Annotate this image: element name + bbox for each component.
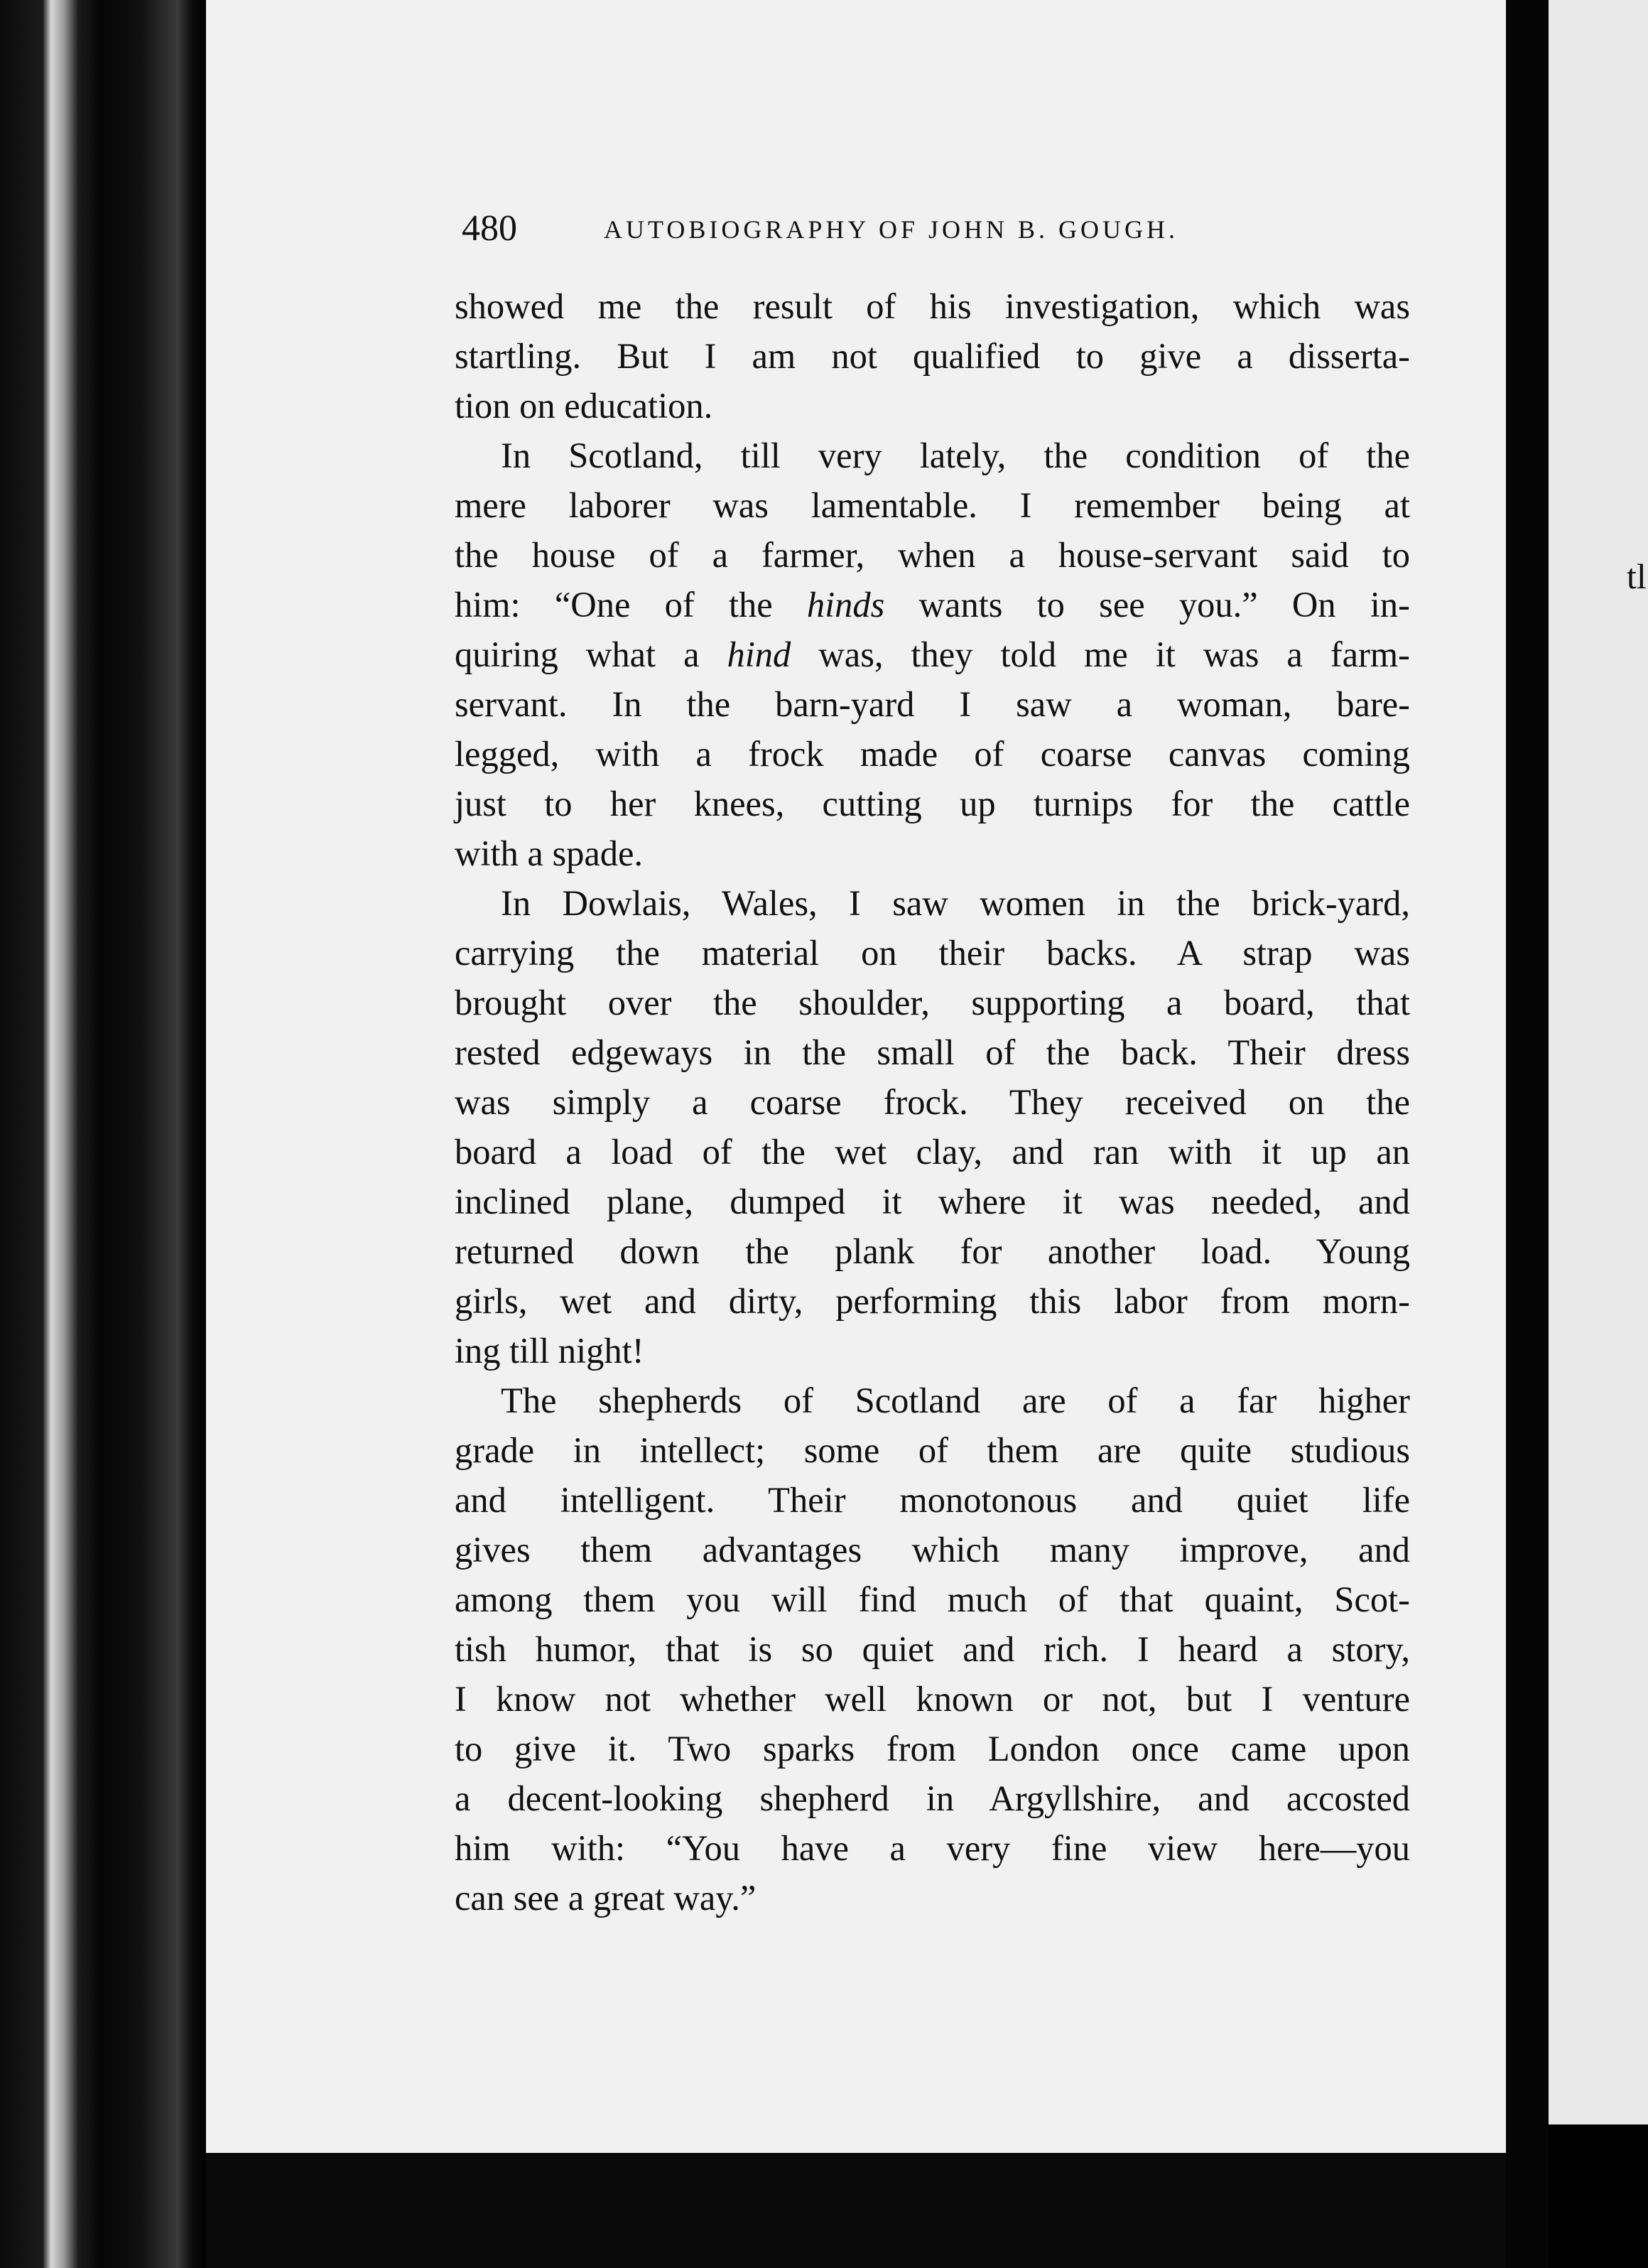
text-line: was simply a coarse frock. They received on the	[455, 1082, 1410, 1122]
text-line: tish humor, that is so quiet and rich. I heard a story,	[455, 1629, 1410, 1669]
text-line: grade in intellect; some of them are quite studious	[455, 1430, 1410, 1470]
text-line: ing till night!	[455, 1331, 644, 1371]
page-header	[462, 207, 1406, 250]
text-line: to give it. Two sparks from London once came upon	[455, 1729, 1410, 1768]
text-line: and intelligent. Their monotonous and quiet life	[455, 1480, 1410, 1520]
facing-page-edge	[1549, 0, 1648, 2124]
text-line: rested edgeways in the small of the back. Their dress	[455, 1032, 1410, 1072]
text-line: mere laborer was lamentable. I remember being at	[455, 485, 1410, 525]
text-line: brought over the shoulder, supporting a board, that	[455, 983, 1410, 1022]
text-line: just to her knees, cutting up turnips for the cattle	[455, 784, 1410, 824]
body-text	[455, 281, 1410, 1923]
text-line: him with: “You have a very fine view here—you	[455, 1828, 1410, 1868]
text-line: among them you will find much of that quaint, Scot-	[455, 1580, 1410, 1619]
text-line: startling. But I am not qualified to give a disserta-	[455, 336, 1410, 376]
text-line: tion on education.	[455, 386, 713, 426]
page-bottom-shadow	[206, 2153, 1506, 2268]
text-line: returned down the plank for another load. Young	[455, 1231, 1410, 1271]
paragraph	[455, 431, 1410, 878]
page-gutter	[1506, 0, 1549, 2268]
text-line: board a load of the wet clay, and ran with it up an	[455, 1132, 1410, 1172]
facing-page-text-fragment: tl	[1627, 556, 1647, 596]
running-head: AUTOBIOGRAPHY OF JOHN B. GOUGH.	[604, 215, 1179, 244]
text-line: I know not whether well known or not, but I venture	[455, 1679, 1410, 1719]
text-line: gives them advantages which many improve, and	[455, 1530, 1410, 1570]
text-line: can see a great way.”	[455, 1878, 757, 1918]
text-line: a decent-looking shepherd in Argyllshire, and accosted	[455, 1778, 1410, 1818]
text-line: legged, with a frock made of coarse canvas coming	[455, 734, 1410, 774]
text-line: inclined plane, dumped it where it was needed, and	[455, 1182, 1410, 1221]
text-line: him: “One of the hinds wants to see you.” On in-	[455, 585, 1410, 625]
text-line: In Dowlais, Wales, I saw women in the brick-yard,	[501, 883, 1410, 923]
text-line: carrying the material on their backs. A strap was	[455, 933, 1410, 973]
text-line: showed me the result of his investigation, which was	[455, 286, 1410, 326]
text-line: with a spade.	[455, 833, 644, 873]
book-binding-edge	[0, 0, 206, 2268]
text-line: quiring what a hind was, they told me it was a farm-	[455, 634, 1410, 674]
text-line: servant. In the barn-yard I saw a woman, bare-	[455, 684, 1410, 724]
paragraph	[455, 281, 1410, 431]
text-line: In Scotland, till very lately, the condition of the	[501, 436, 1410, 475]
page-number: 480	[462, 208, 517, 249]
paragraph	[455, 1376, 1410, 1923]
text-line: The shepherds of Scotland are of a far higher	[501, 1381, 1410, 1420]
text-line: the house of a farmer, when a house-servant said to	[455, 535, 1410, 575]
text-line: girls, wet and dirty, performing this labor from morn-	[455, 1281, 1410, 1321]
paragraph	[455, 878, 1410, 1376]
